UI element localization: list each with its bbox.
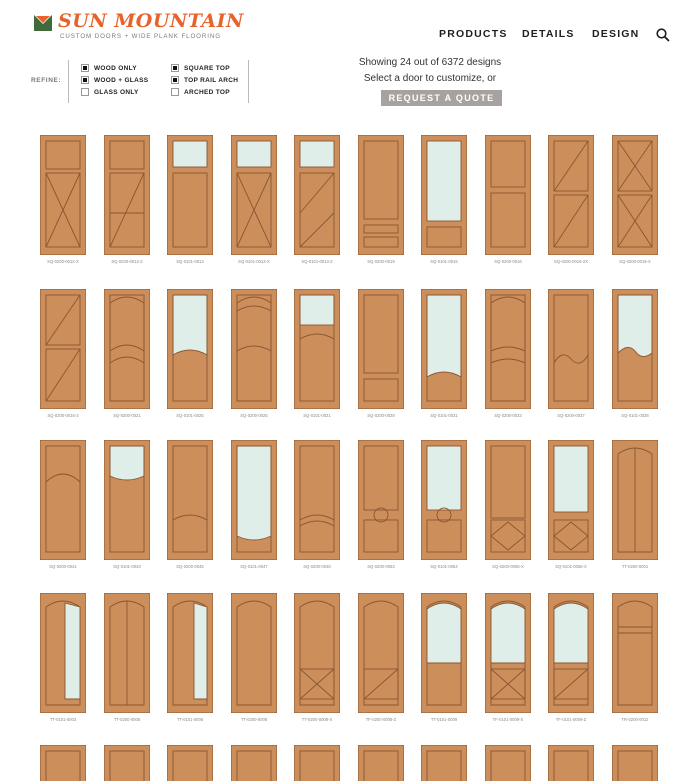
door-design-card[interactable] [358,593,404,722]
door-design-card[interactable] [485,593,531,722]
door-image [104,745,150,781]
door-image [612,440,658,560]
door-design-card[interactable] [231,135,277,264]
door-image [358,135,404,255]
door-image [485,745,531,781]
door-design-card[interactable] [358,440,404,569]
door-image [612,289,658,409]
door-image [421,593,467,713]
door-image [548,745,594,781]
door-image [294,289,340,409]
door-code-label: SQ-0200-0016-2X [554,259,588,264]
door-design-card[interactable] [548,135,594,264]
door-code-label: TT-0200-0005 [113,717,141,722]
door-design-card[interactable] [548,440,594,569]
door-code-label: SQ-0200-0033 [494,413,522,418]
checkbox-icon[interactable] [81,64,89,72]
door-design-card[interactable] [231,745,277,781]
door-code-label: SQ-0200-0021 [113,413,141,418]
door-image [104,135,150,255]
door-design-card[interactable] [421,135,467,264]
door-design-card[interactable] [167,593,213,722]
door-image [548,593,594,713]
request-quote-button[interactable]: REQUEST A QUOTE [381,90,502,106]
door-image [104,593,150,713]
door-image [548,135,594,255]
door-image [231,135,277,255]
door-image [167,440,213,560]
door-image [358,289,404,409]
filter-glass-only[interactable] [81,87,139,97]
door-design-card[interactable] [104,135,150,264]
door-design-card[interactable] [40,593,86,722]
door-image [485,593,531,713]
door-code-label: SQ-0200-0037 [557,413,585,418]
door-design-card[interactable] [231,593,277,722]
mountain-logo-icon [34,14,52,32]
door-design-card[interactable] [167,440,213,569]
door-design-card[interactable] [612,593,658,722]
door-design-card[interactable] [294,289,340,418]
door-image [485,440,531,560]
door-design-card[interactable] [612,440,658,569]
door-code-label: TF-0101-0009-X [492,717,524,722]
door-design-card[interactable] [167,135,213,264]
door-code-label: SQ-0200-0016-2 [47,413,79,418]
door-design-card[interactable] [231,289,277,418]
door-image [294,440,340,560]
door-design-card[interactable] [358,289,404,418]
checkbox-icon[interactable] [81,88,89,96]
filter-label: SQUARE TOP [184,64,230,72]
door-code-label: SQ-0101-0013-X [238,259,270,264]
door-design-card[interactable] [358,745,404,781]
door-code-label: TT-0101-0006 [176,717,204,722]
filter-arched-top[interactable] [171,87,230,97]
door-code-label: SQ-0101-0013 [176,259,204,264]
door-image [612,593,658,713]
door-code-label: TR-0200-0012 [621,717,649,722]
door-image [612,745,658,781]
door-design-card[interactable] [294,135,340,264]
door-image [294,135,340,255]
nav-details[interactable]: DETAILS [522,28,575,40]
door-image [231,289,277,409]
door-design-card[interactable] [548,593,594,722]
door-code-label: SQ-0200-0016-X [619,259,651,264]
search-icon[interactable] [656,28,670,42]
door-code-label: SQ-0101-0021 [303,413,331,418]
door-code-label: SQ-0101-0038 [621,413,649,418]
door-image [231,593,277,713]
door-code-label: SQ-0200-0025 [240,413,268,418]
door-design-card[interactable] [104,745,150,781]
door-image [167,593,213,713]
checkbox-icon[interactable] [171,88,179,96]
door-design-card[interactable] [40,135,86,264]
door-code-label: TT-0101-0003 [49,717,77,722]
door-design-card[interactable] [40,745,86,781]
select-instruction: Select a door to customize, or [363,73,497,84]
door-image [358,593,404,713]
filter-label: GLASS ONLY [94,88,139,96]
door-design-card[interactable] [612,135,658,264]
nav-products[interactable]: PRODUCTS [439,28,508,40]
filter-square-top[interactable] [171,63,230,73]
filter-label: TOP RAIL ARCH [184,76,239,84]
door-image [231,745,277,781]
brand-name: SUN MOUNTAIN [58,10,244,32]
door-code-label: SQ-0101-0025 [176,413,204,418]
door-code-label: SQ-0101-0013-2 [301,259,333,264]
door-design-card[interactable] [167,289,213,418]
door-code-label: SQ-0200-0012-2 [111,259,143,264]
door-design-card[interactable] [485,289,531,418]
door-image [548,440,594,560]
door-code-label: TF-0101-0009-Z [555,717,587,722]
door-design-card[interactable] [294,440,340,569]
door-code-label: TT-0200-0008-X [301,717,333,722]
door-image [358,745,404,781]
door-code-label: SQ-0200-0019 [367,259,395,264]
filter-label: ARCHED TOP [184,88,230,96]
door-design-card[interactable] [104,593,150,722]
results-count: Showing 24 out of 6372 designs [358,57,502,68]
site-header [0,0,700,55]
door-code-label: TT-0101-0009 [430,717,458,722]
door-image [40,135,86,255]
door-code-label: SQ-0101-0047 [240,564,268,569]
door-design-card[interactable] [40,440,86,569]
door-image [40,593,86,713]
door-design-card[interactable] [485,745,531,781]
door-code-label: TT-0200-0001 [621,564,649,569]
door-code-label: SQ-0200-0048 [303,564,331,569]
checkbox-icon[interactable] [171,64,179,72]
door-design-card[interactable] [40,289,86,418]
door-image [294,593,340,713]
door-design-card[interactable] [104,440,150,569]
door-design-card[interactable] [421,745,467,781]
refine-label: REFINE: [31,77,62,84]
door-design-card[interactable] [485,440,531,569]
door-image [612,135,658,255]
door-code-label: SQ-0200-0045 [176,564,204,569]
door-image [358,440,404,560]
door-image [40,440,86,560]
door-code-label: SQ-0101-0043 [113,564,141,569]
filter-label: WOOD ONLY [94,64,137,72]
door-design-card[interactable] [548,745,594,781]
door-image [421,289,467,409]
brand-logo[interactable] [34,10,244,44]
door-design-card[interactable] [612,745,658,781]
door-design-card[interactable] [485,135,531,264]
door-design-card[interactable] [294,745,340,781]
door-design-card[interactable] [421,289,467,418]
door-design-card[interactable] [421,440,467,569]
door-image [104,289,150,409]
door-image [40,745,86,781]
door-design-card[interactable] [548,289,594,418]
door-image [167,135,213,255]
door-image [167,745,213,781]
filter-label: WOOD + GLASS [94,76,149,84]
door-code-label: SQ-0101-0054 [430,564,458,569]
filter-top-rail-arch[interactable] [171,75,238,85]
door-design-card[interactable] [294,593,340,722]
checkbox-icon[interactable] [81,76,89,84]
door-code-label: SQ-0200-0055-X [492,564,524,569]
door-design-card[interactable] [104,289,150,418]
door-image [231,440,277,560]
door-code-label: SQ-0200-0012-X [47,259,79,264]
door-design-card[interactable] [612,289,658,418]
filter-wood-only[interactable] [81,63,137,73]
door-code-label: SQ-0101-0056-X [555,564,587,569]
door-code-label: SQ-0101-0015 [430,259,458,264]
door-image [104,440,150,560]
door-image [40,289,86,409]
door-image [421,440,467,560]
door-design-card[interactable] [231,440,277,569]
checkbox-icon[interactable] [171,76,179,84]
door-image [485,289,531,409]
door-image [485,135,531,255]
door-design-card[interactable] [421,593,467,722]
door-code-label: TT-0200-0008 [240,717,268,722]
nav-design[interactable]: DESIGN [592,28,640,40]
brand-tagline: CUSTOM DOORS + WIDE PLANK FLOORING [60,33,221,40]
door-image [421,745,467,781]
door-image [167,289,213,409]
door-design-card[interactable] [167,745,213,781]
door-code-label: SQ-0200-0053 [367,564,395,569]
door-image [421,135,467,255]
door-code-label: SQ-0200-0041 [49,564,77,569]
door-code-label: SQ-0101-0031 [430,413,458,418]
door-code-label: SQ-0200-0016 [494,259,522,264]
door-design-card[interactable] [358,135,404,264]
filter-wood-glass[interactable] [81,75,148,85]
door-image [548,289,594,409]
door-code-label: SQ-0200-0028 [367,413,395,418]
door-code-label: TF-0200-0008-Z [365,717,397,722]
door-image [294,745,340,781]
